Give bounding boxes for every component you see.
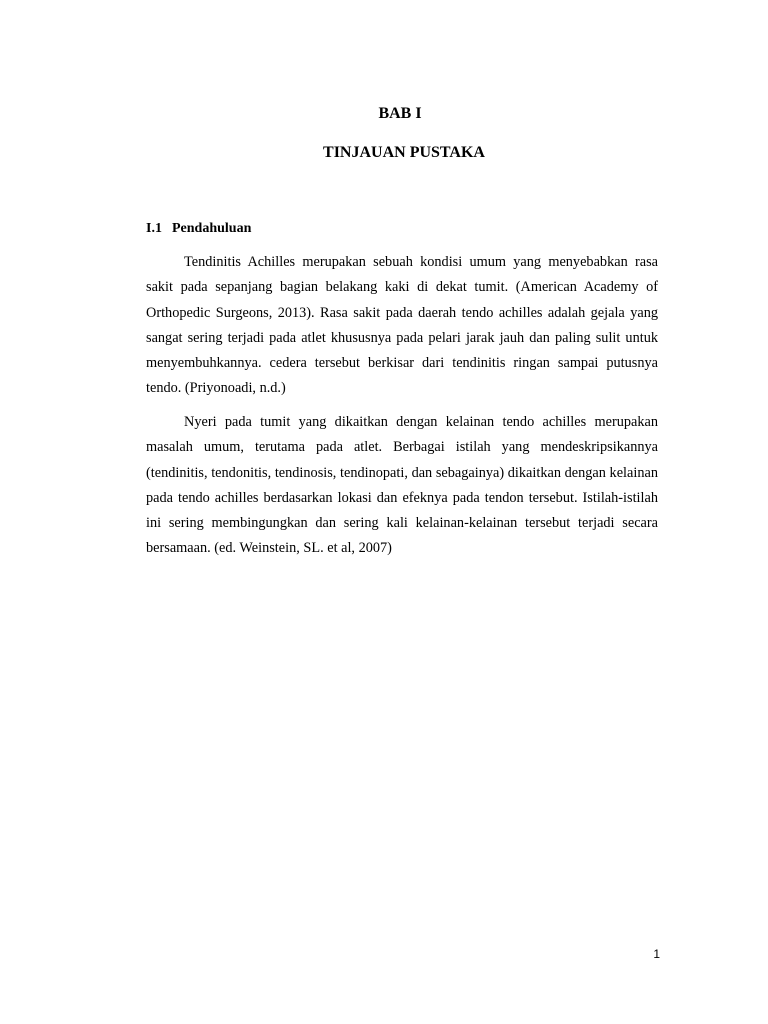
section-number: I.1 [146,221,162,236]
chapter-number: BAB I [378,105,422,122]
section-heading [146,220,251,238]
paragraph: Nyeri pada tumit yang dikaitkan dengan kelainan tendo achilles merupakan masalah umum, terutama pada atlet. Berbagai istilah yang mendeskripsikannya (tendinitis, tendonitis, tendinosis, tendinopati, dan sebagainya) dikaitkan dengan kelainan pada tendo achilles berdasarkan lokasi dan efeknya pada tendon tersebut. Istilah-istilah ini sering membingungkan dan sering kali kelainan-kelainan tersebut terjadi secara bersamaan. (ed. Weinstein, SL. et al, 2007) [146,414,658,557]
paragraph: Tendinitis Achilles merupakan sebuah kondisi umum yang menyebabkan rasa sakit pada sepanjang bagian belakang kaki di dekat tumit. (American Academy of Orthopedic Surgeons, 2013). Rasa sakit pada daerah tendo achilles adalah gejala yang sangat sering terjadi pada atlet khususnya pada pelari jarak jauh dan paling sulit untuk menyembuhkannya. cedera tersebut berkisar dari tendinitis ringan sampai putusnya tendo. (Priyonoadi, n.d.) [146,254,658,397]
chapter-title: TINJAUAN PUSTAKA [323,144,485,161]
page-number: 1 [653,947,660,961]
section-title: Pendahuluan [172,221,252,236]
